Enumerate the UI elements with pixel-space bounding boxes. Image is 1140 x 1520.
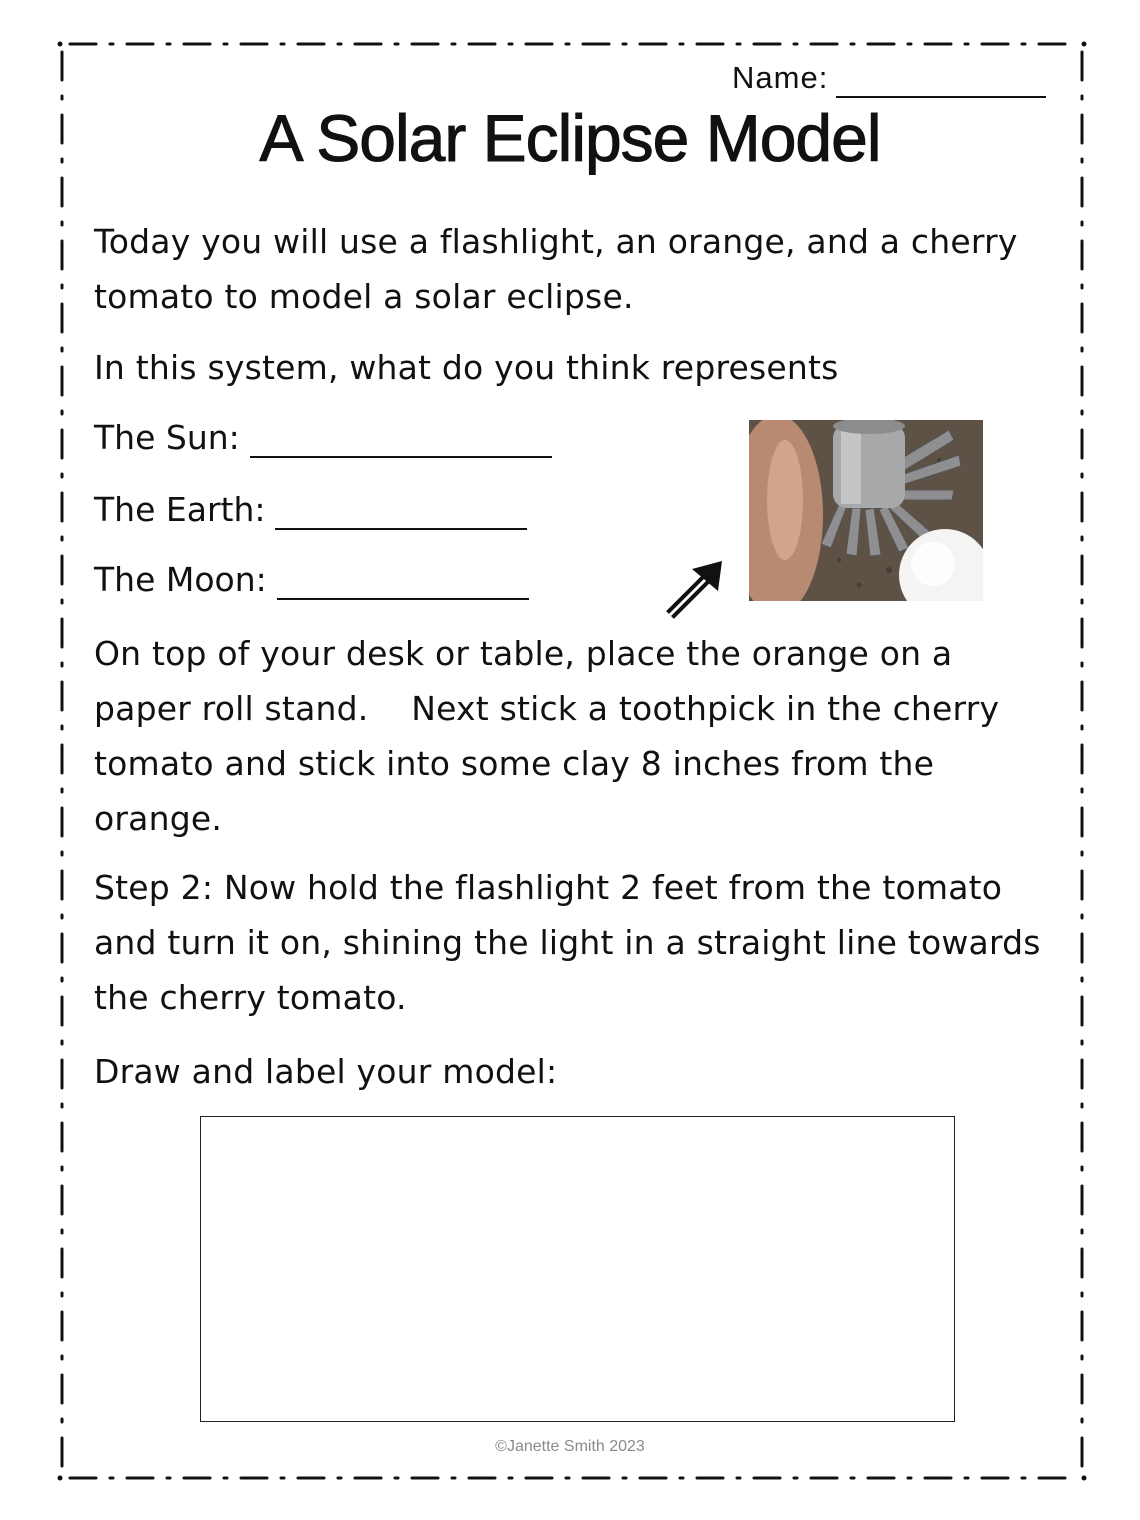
earth-answer-row (94, 490, 527, 530)
step-1-paragraph: On top of your desk or table, place the orange on a paper roll stand. Next stick a toothpick in the cherry tomato and stick into some clay 8 inches from the orange. (94, 634, 1000, 838)
paper-roll-stand-photo (749, 420, 983, 601)
arrow-icon (660, 555, 730, 625)
question-text: In this system, what do you think represents (94, 348, 839, 387)
moon-label: The Moon: (94, 560, 267, 599)
sun-answer-blank[interactable] (250, 426, 552, 458)
draw-prompt: Draw and label your model: (94, 1052, 558, 1091)
step-2-paragraph: Step 2: Now hold the flashlight 2 feet from the tomato and turn it on, shining the light in a straight line towards the cherry tomato. (94, 868, 1041, 1017)
moon-answer-blank[interactable] (277, 568, 529, 600)
intro-paragraph: Today you will use a flashlight, an orange, and a cherry tomato to model a solar eclipse. (94, 222, 1018, 316)
sun-answer-row (94, 418, 552, 458)
drawing-area[interactable] (200, 1116, 955, 1422)
name-label: Name: (732, 60, 829, 95)
copyright-notice: ©Janette Smith 2023 (495, 1438, 645, 1455)
moon-answer-row (94, 560, 529, 600)
name-field[interactable] (732, 60, 1052, 104)
sun-label: The Sun: (94, 418, 240, 457)
name-blank-line[interactable] (836, 96, 1046, 98)
earth-answer-blank[interactable] (275, 498, 527, 530)
earth-label: The Earth: (94, 490, 266, 529)
page-title: A Solar Eclipse Model (259, 101, 881, 175)
